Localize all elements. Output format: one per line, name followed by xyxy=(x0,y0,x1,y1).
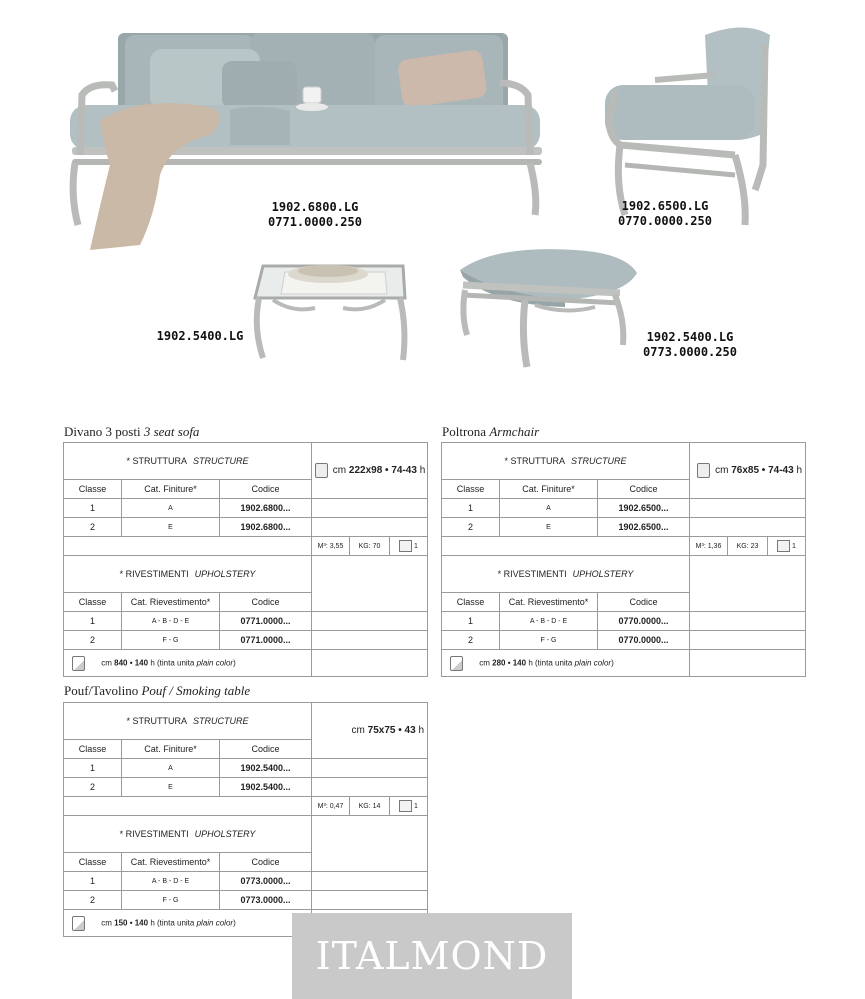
armchair-structure-col-finish: Cat. Finiture* xyxy=(500,480,598,499)
table-row: 2 E 1902.5400... xyxy=(64,778,428,797)
pouf-section-title xyxy=(64,683,250,699)
pouf-structure-col-class: Classe xyxy=(64,740,122,759)
armchair-dimension-icon xyxy=(697,463,710,478)
table-row: 2 E 1902.6800... xyxy=(64,518,428,537)
sofa-boxes: 1 xyxy=(390,537,428,556)
sofa-structure-col-code: Codice xyxy=(220,480,312,499)
table-row: 1 A 1902.5400... xyxy=(64,759,428,778)
sofa-dimensions: cm 222x98 • 74-43 h xyxy=(312,443,428,499)
brand-logo: ITALMOND xyxy=(292,913,572,999)
pouf-dimensions: cm 75x75 • 43 h xyxy=(312,703,428,759)
sofa-upholstery-col-fabric: Cat. Rievestimento* xyxy=(122,593,220,612)
pouf-volume: M³: 0,47 xyxy=(312,797,350,816)
pouf-boxes: 1 xyxy=(390,797,428,816)
box-icon xyxy=(777,540,790,552)
pouf-title-en: Pouf / Smoking table xyxy=(141,683,251,698)
armchair-volume: M³: 1,36 xyxy=(690,537,728,556)
armchair-spec-table xyxy=(441,442,806,677)
sofa-volume: M³: 3,55 xyxy=(312,537,350,556)
armchair-code-label xyxy=(605,199,725,229)
armchair-upholstery-col-class: Classe xyxy=(442,593,500,612)
armchair-title-en: Armchair xyxy=(489,424,540,439)
sofa-code-label xyxy=(255,200,375,230)
sofa-spec-table xyxy=(63,442,428,677)
pouf-code-label xyxy=(630,330,750,360)
table-structure-code: 1902.5400.LG xyxy=(156,329,244,343)
pouf-spec-table xyxy=(63,702,428,937)
pouf-upholstery-col-code: Codice xyxy=(220,853,312,872)
table-photo xyxy=(245,258,415,368)
pouf-photo xyxy=(455,245,645,375)
table-row: 1 A - B - D - E 0771.0000... xyxy=(64,612,428,631)
sofa-structure-col-class: Classe xyxy=(64,480,122,499)
sofa-dimension-icon xyxy=(315,463,328,478)
sofa-title-it: Divano 3 posti xyxy=(64,424,141,439)
armchair-upholstery-col-fabric: Cat. Rievestimento* xyxy=(500,593,598,612)
armchair-section-title xyxy=(442,424,539,440)
pouf-upholstery-header: * RIVESTIMENTI UPHOLSTERY xyxy=(64,816,312,853)
pouf-structure-header: * STRUTTURA STRUCTURE xyxy=(64,703,312,740)
box-icon xyxy=(399,800,412,812)
armchair-title-it: Poltrona xyxy=(442,424,487,439)
sofa-upholstery-header: * RIVESTIMENTI UPHOLSTERY xyxy=(64,556,312,593)
fabric-icon xyxy=(450,656,463,671)
sofa-structure-header: * STRUTTURA STRUCTURE xyxy=(64,443,312,480)
pouf-structure-code: 1902.5400.LG xyxy=(646,330,734,344)
pouf-upholstery-col-class: Classe xyxy=(64,853,122,872)
sofa-upholstery-col-code: Codice xyxy=(220,593,312,612)
sofa-structure-code: 1902.6800.LG xyxy=(271,200,359,214)
armchair-upholstery-col-code: Codice xyxy=(598,593,690,612)
armchair-fabric-requirement: cm 280 • 140 h (tinta unita plain color) xyxy=(442,650,690,677)
sofa-title-en: 3 seat sofa xyxy=(143,424,200,439)
table-row: 2 F - G 0770.0000... xyxy=(442,631,806,650)
armchair-structure-col-class: Classe xyxy=(442,480,500,499)
table-row: 2 F - G 0771.0000... xyxy=(64,631,428,650)
table-row: 2 F - G 0773.0000... xyxy=(64,891,428,910)
pouf-structure-col-code: Codice xyxy=(220,740,312,759)
armchair-photo xyxy=(585,15,785,230)
pouf-weight: KG: 14 xyxy=(350,797,390,816)
sofa-upholstery-col-class: Classe xyxy=(64,593,122,612)
armchair-dimensions: cm 76x85 • 74-43 h xyxy=(690,443,806,499)
table-row: 2 E 1902.6500... xyxy=(442,518,806,537)
armchair-upholstery-header: * RIVESTIMENTI UPHOLSTERY xyxy=(442,556,690,593)
sofa-fabric-requirement: cm 840 • 140 h (tinta unita plain color) xyxy=(64,650,312,677)
pouf-title-it: Pouf/Tavolino xyxy=(64,683,139,698)
sofa-section-title xyxy=(64,424,199,440)
pouf-upholstery-col-fabric: Cat. Rievestimento* xyxy=(122,853,220,872)
table-row: 1 A 1902.6500... xyxy=(442,499,806,518)
pouf-fabric-requirement: cm 150 • 140 h (tinta unita plain color) xyxy=(64,910,312,937)
armchair-upholstery-code: 0770.0000.250 xyxy=(618,214,712,228)
fabric-icon xyxy=(72,656,85,671)
armchair-boxes: 1 xyxy=(768,537,806,556)
table-row: 1 A - B - D - E 0770.0000... xyxy=(442,612,806,631)
table-code-label xyxy=(140,329,260,344)
armchair-structure-header: * STRUTTURA STRUCTURE xyxy=(442,443,690,480)
sofa-upholstery-code: 0771.0000.250 xyxy=(268,215,362,229)
pouf-upholstery-code: 0773.0000.250 xyxy=(643,345,737,359)
fabric-icon xyxy=(72,916,85,931)
armchair-weight: KG: 23 xyxy=(728,537,768,556)
table-row: 1 A - B - D - E 0773.0000... xyxy=(64,872,428,891)
sofa-structure-col-finish: Cat. Finiture* xyxy=(122,480,220,499)
armchair-structure-col-code: Codice xyxy=(598,480,690,499)
pouf-structure-col-finish: Cat. Finiture* xyxy=(122,740,220,759)
armchair-structure-code: 1902.6500.LG xyxy=(621,199,709,213)
table-row: 1 A 1902.6800... xyxy=(64,499,428,518)
box-icon xyxy=(399,540,412,552)
sofa-weight: KG: 70 xyxy=(350,537,390,556)
